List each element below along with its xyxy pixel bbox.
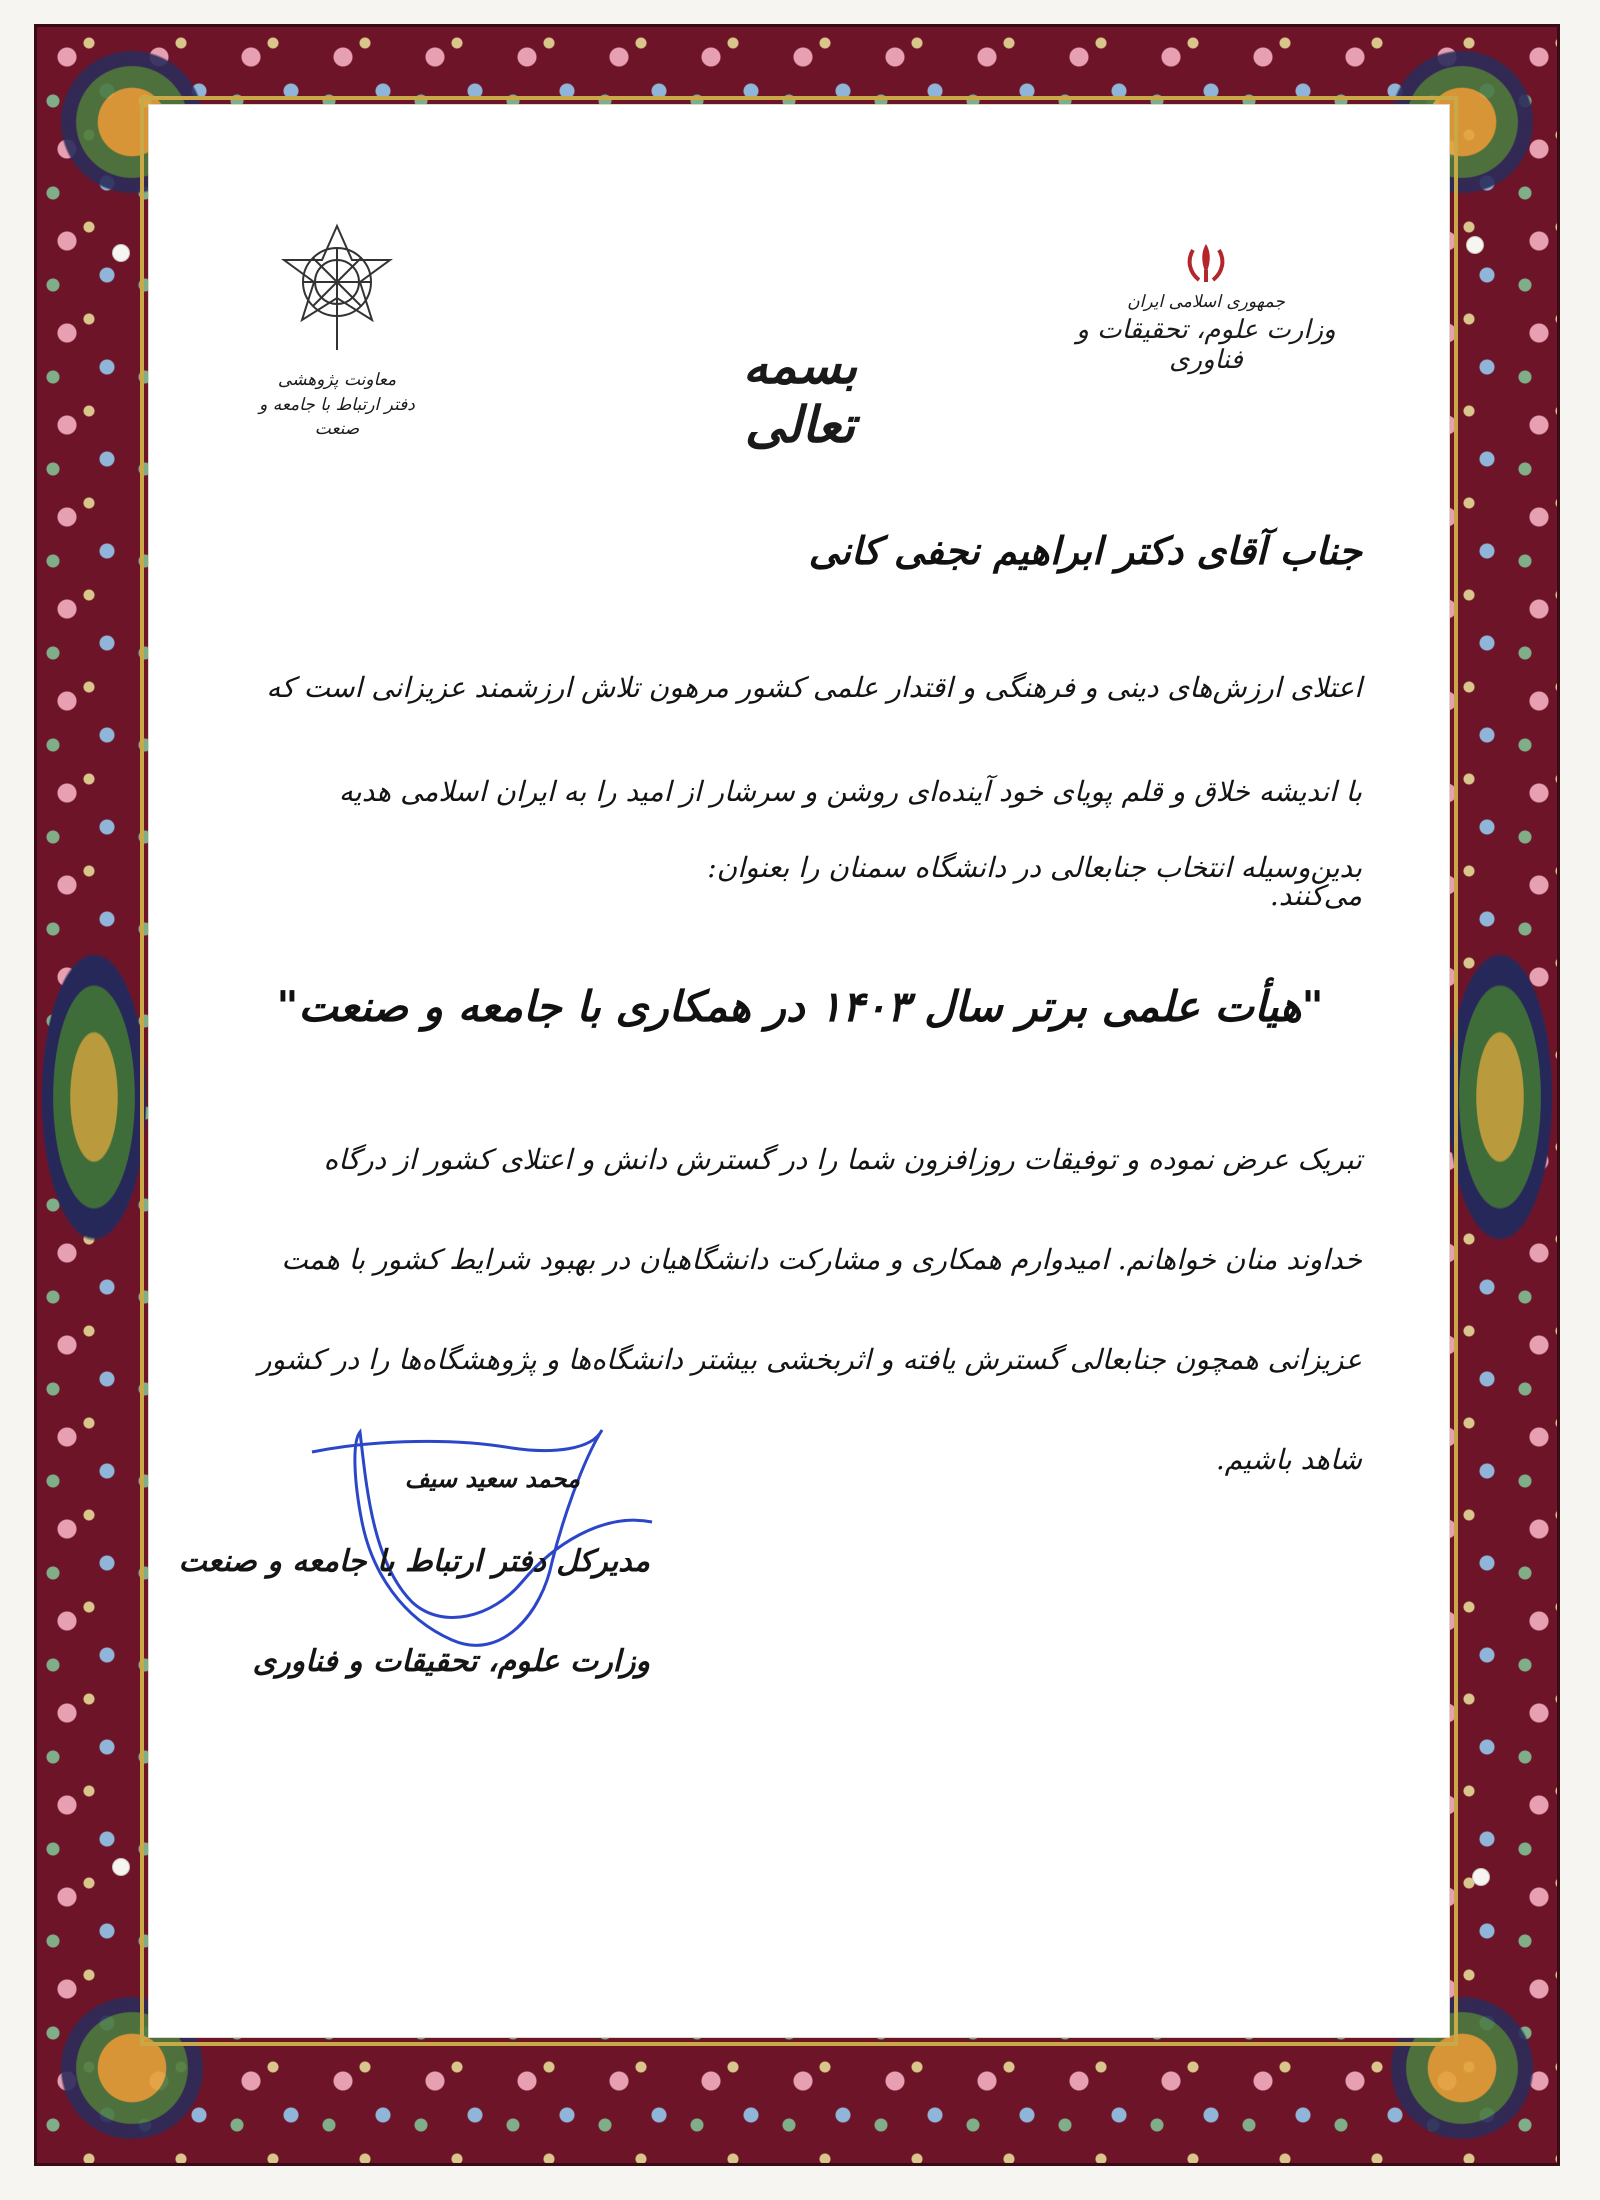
bismillah-heading: بسمه تعالی xyxy=(742,336,858,454)
punch-hole xyxy=(1472,1868,1490,1886)
letter-paragraph-2: بدین‌وسیله انتخاب جنابعالی در دانشگاه سمنان را بعنوان: xyxy=(707,851,1362,884)
research-deputy-label: معاونت پژوهشی xyxy=(277,370,397,390)
office-label: دفتر ارتباط با جامعه و صنعت xyxy=(259,394,415,440)
punch-hole xyxy=(112,1858,130,1876)
signatory-title: مدیرکل دفتر ارتباط با جامعه و صنعت xyxy=(178,1544,650,1579)
award-title: "هیأت علمی برتر سال ۱۴۰۳ در همکاری با جامعه و صنعت" xyxy=(276,982,1324,1031)
geometric-star-logo-icon xyxy=(262,220,412,360)
ministry-name: وزارت علوم، تحقیقات و فناوری xyxy=(1076,314,1336,375)
recipient-name: جناب آقای دکتر ابراهیم نجفی کانی xyxy=(808,528,1362,573)
letter-paragraph-3: تبریک عرض نموده و توفیقات روزافزون شما را در گسترش دانش و اعتلای کشور از درگاه خداوند منان خواهانم. امیدوارم همکاری و مشارکت دانشگاهیان در بهبود شرایط کشور با همت عزیزانی همچون جنابعالی گسترش یافته و اثربخشی بیشتر دانشگاه‌ها و پژوهشگاه‌ها را در کشور شاهد باشیم. xyxy=(257,1143,1362,1476)
side-ornament-left xyxy=(39,947,149,1247)
punch-hole xyxy=(112,244,130,262)
signatory-ministry: وزارت علوم، تحقیقات و فناوری xyxy=(252,1644,650,1679)
iran-emblem-icon xyxy=(1179,240,1233,286)
side-ornament-right xyxy=(1445,947,1555,1247)
signatory-name: محمد سعید سیف xyxy=(404,1464,580,1493)
ministry-emblem-block xyxy=(1076,240,1336,375)
punch-hole xyxy=(1466,236,1484,254)
letter-paragraph-1: اعتلای ارزش‌های دینی و فرهنگی و اقتدار علمی کشور مرهون تلاش ارزشمند عزیزانی است که با اندیشه خلاق و قلم پویای خود آینده‌ای روشن و سرشار از امید را به ایران اسلامی هدیه می‌کنند. xyxy=(266,671,1362,912)
office-emblem-block xyxy=(252,220,422,442)
country-name: جمهوری اسلامی ایران xyxy=(1127,292,1285,312)
